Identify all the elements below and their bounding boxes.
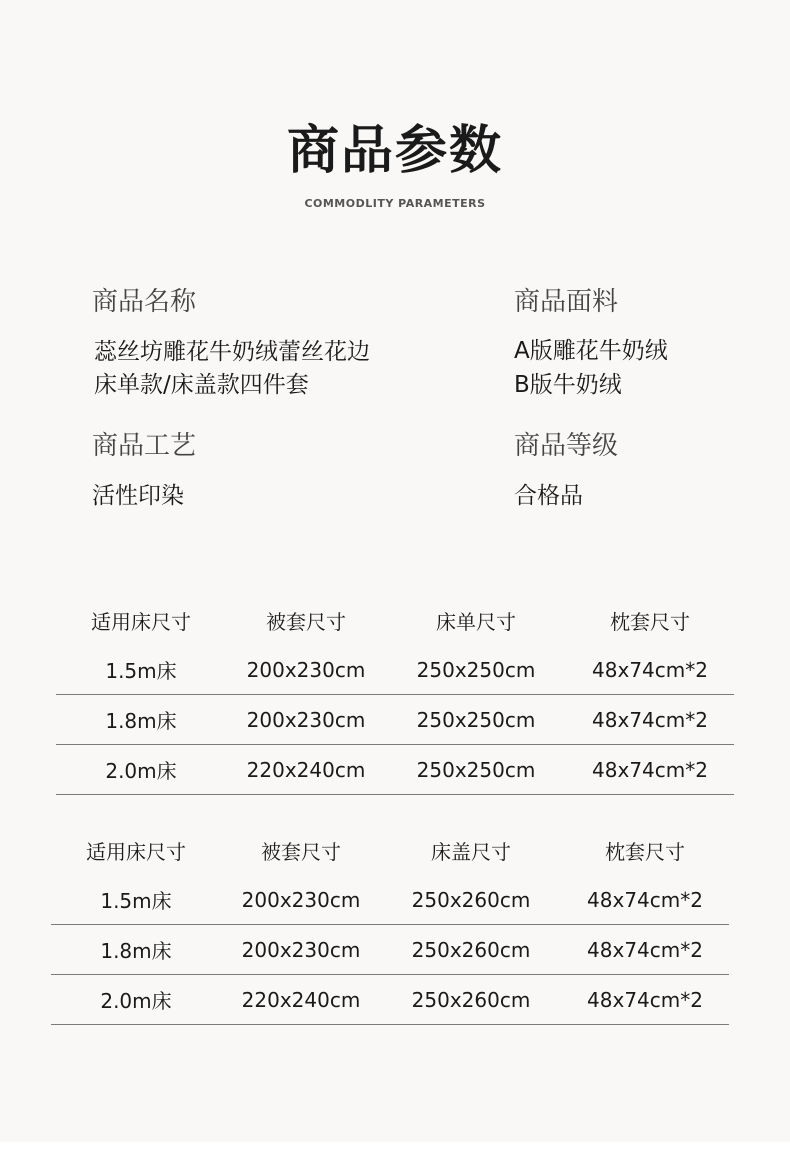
table-cell: 250x250cm	[416, 757, 536, 782]
table-cell: 1.8m床	[105, 709, 177, 733]
table-cell: 48x74cm*2	[592, 707, 708, 732]
table-cell: 200x230cm	[241, 937, 361, 962]
product-name-value-line2: 床单款/床盖款四件套	[94, 372, 309, 398]
table-row	[56, 745, 734, 795]
header-bed-size: 适用床尺寸	[86, 839, 186, 864]
size-table-bedcover	[51, 825, 729, 1025]
table-cell: 48x74cm*2	[592, 757, 708, 782]
product-material-label: 商品面料	[514, 287, 619, 317]
header-sheet-size: 床单尺寸	[436, 609, 516, 634]
table-cell: 250x260cm	[411, 937, 531, 962]
table-cell: 48x74cm*2	[592, 657, 708, 682]
product-grade-label: 商品等级	[514, 431, 619, 461]
product-grade-value: 合格品	[514, 483, 583, 509]
table-cell: 220x240cm	[241, 987, 361, 1012]
table-row	[51, 925, 729, 975]
table-cell: 1.5m床	[105, 659, 177, 683]
table-row	[56, 645, 734, 695]
table-row	[51, 975, 729, 1025]
table-cell: 220x240cm	[246, 757, 366, 782]
size-table-bedsheet	[56, 595, 734, 795]
table-cell: 200x230cm	[241, 887, 361, 912]
table-cell: 250x260cm	[411, 987, 531, 1012]
header-duvet-size: 被套尺寸	[261, 839, 341, 864]
product-material-value-line2: B版牛奶绒	[514, 372, 622, 398]
table-cell: 250x250cm	[416, 657, 536, 682]
table-cell: 250x250cm	[416, 707, 536, 732]
table-cell: 2.0m床	[100, 989, 172, 1013]
header-bed-size: 适用床尺寸	[91, 609, 191, 634]
table-cell: 200x230cm	[246, 707, 366, 732]
header-pillowcase-size: 枕套尺寸	[610, 609, 690, 634]
page-subtitle: COMMODLITY PARAMETERS	[304, 197, 486, 210]
page-title: 商品参数	[286, 121, 503, 181]
table-cell: 1.5m床	[100, 889, 172, 913]
header-cover-size: 床盖尺寸	[431, 839, 511, 864]
product-material-value-line1: A版雕花牛奶绒	[514, 338, 668, 364]
product-craft-label: 商品工艺	[92, 431, 197, 461]
table-cell: 200x230cm	[246, 657, 366, 682]
product-name-value-line1: 蕊丝坊雕花牛奶绒蕾丝花边	[94, 339, 370, 365]
header-duvet-size: 被套尺寸	[266, 609, 346, 634]
product-name-label: 商品名称	[92, 287, 197, 317]
table-row	[51, 875, 729, 925]
product-craft-value: 活性印染	[92, 483, 184, 509]
table-cell: 48x74cm*2	[587, 937, 703, 962]
table-cell: 48x74cm*2	[587, 987, 703, 1012]
table-cell: 48x74cm*2	[587, 887, 703, 912]
table-cell: 2.0m床	[105, 759, 177, 783]
table-header-row	[51, 825, 729, 875]
table-row	[56, 695, 734, 745]
header-pillowcase-size: 枕套尺寸	[605, 839, 685, 864]
table-header-row	[56, 595, 734, 645]
table-cell: 250x260cm	[411, 887, 531, 912]
table-cell: 1.8m床	[100, 939, 172, 963]
